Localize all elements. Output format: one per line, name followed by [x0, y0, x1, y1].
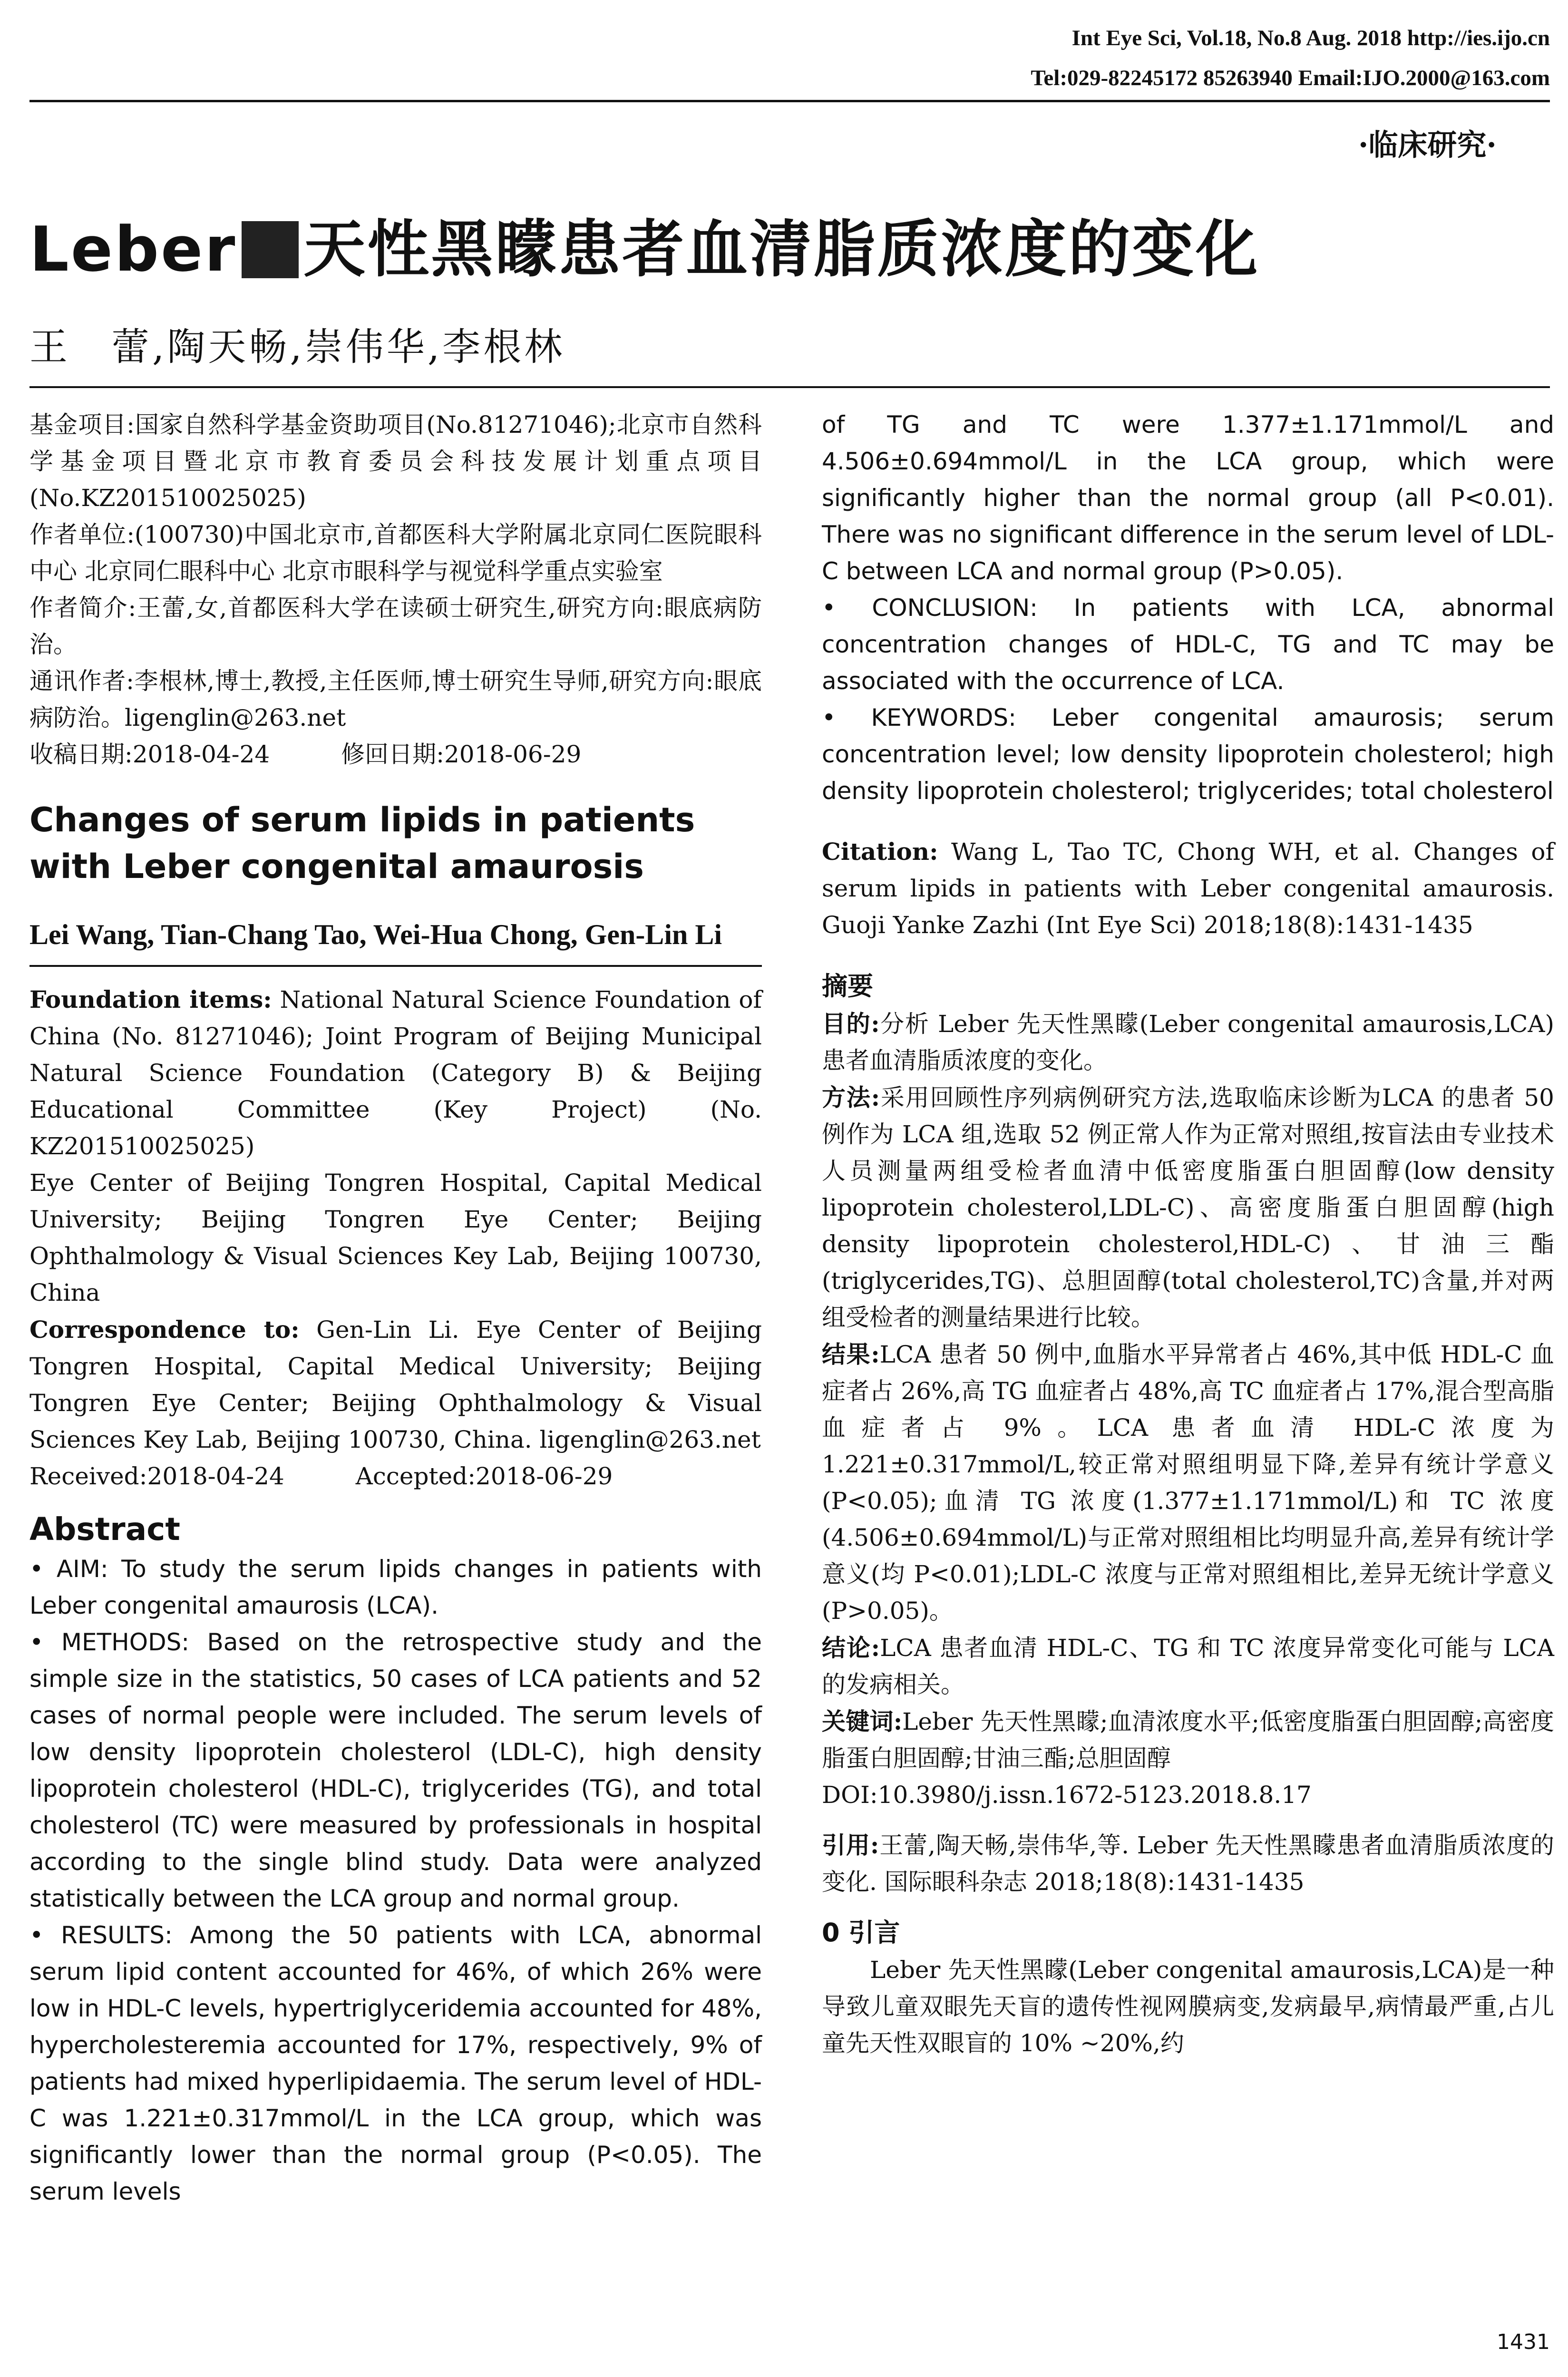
results-cn: [822, 1336, 1554, 1629]
results-cn-text: LCA 患者 50 例中,血脂水平异常者占 46%,其中低 HDL-C 血症者占 26%,高 TG 血症者占 48%,高 TC 血症者占 17%,混合型高脂血症者占 9%。LCA 患者血清 HDL-C浓度为 1.221±0.317mmol/L,较正常对照组明显下降,差异有统计学意义(P<0.05);血清 TG 浓度(1.377±1.171mmol/L)和 TC 浓度(4.506±0.694mmol/L)与正常对照组相比均明显升高,差异有统计学意义(均 P<0.01);LDL-C 浓度与正常对照组相比,差异无统计学意义(P>0.05)。: [822, 1341, 1554, 1625]
section-tag: ·临床研究·: [1358, 127, 1497, 162]
abstract-heading: Abstract: [29, 1511, 180, 1548]
bio-cn: 作者简介:王蕾,女,首都医科大学在读硕士研究生,研究方向:眼底病防治。: [29, 594, 762, 658]
doi: DOI:10.3980/j.issn.1672-5123.2018.8.17: [822, 1781, 1312, 1809]
methods-cn: [822, 1079, 1554, 1336]
conclusion-cn-text: LCA 患者血清 HDL-C、TG 和 TC 浓度异常变化可能与 LCA 的发病相关。: [822, 1634, 1554, 1698]
left-column: [29, 407, 762, 2210]
article-title-cn: [29, 200, 1259, 289]
aim-cn-text: 分析 Leber 先天性黑矇(Leber congenital amaurosis,LCA)患者血清脂质浓度的变化。: [822, 1010, 1554, 1074]
foundation-label: Foundation items:: [29, 985, 272, 1013]
abstract-results-cont: of TG and TC were 1.377±1.171mmol/L and 4.506±0.694mmol/L in the LCA group, which were significantly higher than the normal group (all P<0.01). There was no significant difference in the serum level of LDL-C between LCA and normal group (P>0.05).: [822, 411, 1554, 585]
conclusion-cn-label: 结论:: [822, 1634, 880, 1662]
unit-cn: 作者单位:(100730)中国北京市,首都医科大学附属北京同仁医院眼科中心 北京同仁眼科中心 北京市眼科学与视觉科学重点实验室: [29, 521, 762, 585]
title-cn-suffix: 天性黑矇患者血清脂质浓度的变化: [303, 213, 1260, 285]
header-rule: [29, 100, 1550, 102]
header-line-2: Tel:029-82245172 85263940 Email:IJO.2000@163.com: [1031, 66, 1550, 90]
cite-cn: [822, 1827, 1554, 1900]
results-cn-label: 结果:: [822, 1340, 880, 1368]
received-en: Received:2018-04-24 Accepted:2018-06-29: [29, 1462, 613, 1490]
authors-cn: 王 蕾,陶天畅,崇伟华,李根林: [29, 325, 565, 369]
abstract-aim: • AIM: To study the serum lipids changes in patients with Leber congenital amaurosis (LCA).: [29, 1555, 762, 1619]
cite-cn-text: 王蕾,陶天畅,崇伟华,等. Leber 先天性黑矇患者血清脂质浓度的变化. 国际眼科杂志 2018;18(8):1431-1435: [822, 1831, 1554, 1896]
citation-en: [822, 833, 1554, 944]
cite-cn-label: 引用:: [822, 1831, 879, 1859]
article-title-en: Changes of serum lipids in patients with Leber congenital amaurosis: [29, 800, 695, 886]
title-rule: [29, 386, 1550, 388]
foundation-text: National Natural Science Foundation of China (No. 81271046); Joint Program of Beijing Municipal Natural Science Foundation (Category B) & Beijing Educational Committee (Key Project) (No. KZ201510025025): [29, 986, 762, 1160]
conclusion-cn: [822, 1629, 1554, 1703]
correspondence-en: [29, 1311, 762, 1458]
journal-header: [1031, 18, 1550, 98]
abstract-cn-heading: 摘要: [822, 971, 873, 1001]
redacted-char-block: [242, 221, 299, 278]
methods-cn-text: 采用回顾性序列病例研究方法,选取临床诊断为LCA 的患者 50 例作为 LCA 组,选取 52 例正常人作为正常对照组,按盲法由专业技术人员测量两组受检者血清中低密度脂蛋白胆固醇(low density lipoprotein cholesterol,LDL-C)、高密度脂蛋白胆固醇(high density lipoprotein cholesterol,HDL-C)、甘油三酯(triglycerides,TG)、总胆固醇(total cholesterol,TC)含量,并对两组受检者的测量结果进行比较。: [822, 1084, 1554, 1331]
intro-text: Leber 先天性黑矇(Leber congenital amaurosis,LCA)是一种导致儿童双眼先天盲的遗传性视网膜病变,发病最早,病情最严重,占儿童先天性双眼盲的 10% ~20%,约: [822, 1956, 1554, 2057]
fund-cn: 基金项目:国家自然科学基金资助项目(No.81271046);北京市自然科学基金项目暨北京市教育委员会科技发展计划重点项目(No.KZ201510025025): [29, 411, 762, 512]
corr-text: Gen-Lin Li. Eye Center of Beijing Tongren Hospital, Capital Medical University; Beijing Tongren Eye Center; Beijing Ophthalmology & Visual Sciences Key Lab, Beijing 100730, China. ligenglin@263.net: [29, 1316, 762, 1453]
aim-cn: [822, 1005, 1554, 1079]
authors-en: Lei Wang, Tian-Chang Tao, Wei-Hua Chong, Gen-Lin Li: [29, 919, 722, 950]
methods-cn-label: 方法:: [822, 1083, 880, 1111]
right-column: [822, 407, 1554, 2062]
header-line-1: Int Eye Sci, Vol.18, No.8 Aug. 2018 http://ies.ijo.cn: [1071, 26, 1550, 50]
keywords-cn: [822, 1703, 1554, 1777]
dates-cn: 收稿日期:2018-04-24 修回日期:2018-06-29: [29, 740, 582, 768]
affiliation-en: Eye Center of Beijing Tongren Hospital, Capital Medical University; Beijing Tongren Eye Center; Beijing Ophthalmology & Visual Sciences Key Lab, Beijing 100730, China: [29, 1169, 762, 1306]
foundation-en: [29, 981, 762, 1165]
abstract-conclusion: • CONCLUSION: In patients with LCA, abnormal concentration changes of HDL-C, TG and TC may be associated with the occurrence of LCA.: [822, 594, 1554, 695]
abstract-keywords: • KEYWORDS: Leber congenital amaurosis; serum concentration level; low density lipoprotein cholesterol; high density lipoprotein cholesterol; triglycerides; total cholesterol: [822, 704, 1554, 805]
citation-label: Citation:: [822, 838, 938, 866]
abstract-results: • RESULTS: Among the 50 patients with LCA, abnormal serum lipid content accounted for 46%, of which 26% were low in HDL-C levels, hypertriglyceridemia accounted for 48%, hypercholesteremia accounted for 17%, respectively, 9% of patients had mixed hyperlipidaemia. The serum level of HDL-C was 1.221±0.317mmol/L in the LCA group, which was significantly lower than the normal group (P<0.05). The serum levels: [29, 1921, 762, 2205]
keywords-cn-label: 关键词:: [822, 1707, 903, 1735]
page-number: 1431: [1497, 2330, 1550, 2354]
abstract-methods: • METHODS: Based on the retrospective study and the simple size in the statistics, 50 cases of LCA patients and 52 cases of normal people were included. The serum levels of low density lipoprotein cholesterol (LDL-C), high density lipoprotein cholesterol (HDL-C), triglycerides (TG), and total cholesterol (TC) were measured by professionals in hospital according to the single blind study. Data were analyzed statistically between the LCA group and normal group.: [29, 1628, 762, 1912]
aim-cn-label: 目的:: [822, 1010, 880, 1038]
corr-label: Correspondence to:: [29, 1315, 300, 1344]
authors-rule: [29, 965, 762, 967]
citation-text: Wang L, Tao TC, Chong WH, et al. Changes of serum lipids in patients with Leber congenital amaurosis. Guoji Yanke Zazhi (Int Eye Sci) 2018;18(8):1431-1435: [822, 838, 1554, 939]
keywords-cn-text: Leber 先天性黑矇;血清浓度水平;低密度脂蛋白胆固醇;高密度脂蛋白胆固醇;甘油三酯;总胆固醇: [822, 1708, 1554, 1772]
intro-heading: 0 引言: [822, 1918, 900, 1948]
title-cn-prefix: Leber: [29, 213, 237, 285]
corr-cn: 通讯作者:李根林,博士,教授,主任医师,博士研究生导师,研究方向:眼底病防治。ligenglin@263.net: [29, 667, 762, 731]
